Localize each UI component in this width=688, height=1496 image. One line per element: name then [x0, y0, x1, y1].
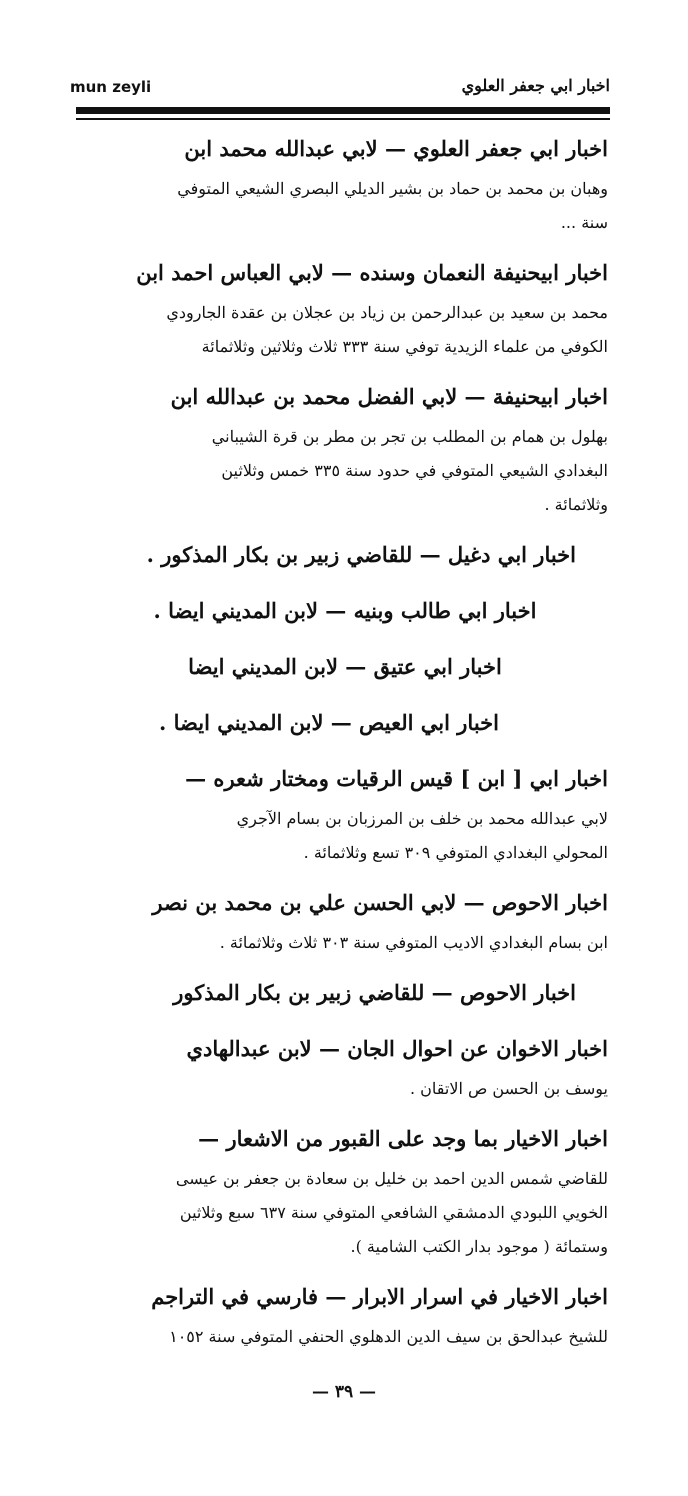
entry-title: اخبار ابي طالب وبنيه — لابن المديني ايضا .	[153, 598, 537, 623]
entry-line: بهلول بن همام بن المطلب بن تجر بن مطر بن قرة الشيباني	[211, 427, 608, 446]
entry-line: للشيخ عبدالحق بن سيف الدين الدهلوي الحنفي المتوفي سنة ١٠٥٢	[169, 1327, 608, 1346]
entry	[82, 126, 608, 240]
entry	[82, 1274, 608, 1354]
running-header-title: اخبار ابي جعفر العلوي	[461, 76, 610, 95]
entry-title: اخبار الاحوص — لابي الحسن علي بن محمد بن نصر	[152, 890, 608, 915]
entry-line: لابي عبدالله محمد بن خلف بن المرزبان بن بسام الآجري	[236, 809, 608, 828]
entry-line: الخويي اللبودي الدمشقي الشافعي المتوفي سنة ٦٣٧ سبع وثلاثين	[179, 1203, 608, 1222]
entry	[82, 1026, 608, 1106]
page-number: — ٣٩ —	[311, 1382, 377, 1402]
header-rule-thin	[76, 118, 610, 120]
entry	[82, 588, 608, 634]
running-header-left: mun zeyli	[70, 78, 152, 96]
entry-line: البغدادي الشيعي المتوفي في حدود سنة ٣٣٥ خمس وثلاثين	[221, 461, 608, 480]
entry-line: يوسف بن الحسن ص الاتقان .	[409, 1079, 608, 1098]
entry	[82, 374, 608, 522]
entry-line: وهبان بن محمد بن حماد بن بشير الديلي البصري الشيعي المتوفي	[177, 179, 608, 198]
entry	[82, 250, 608, 364]
entry-title: اخبار الاحوص — للقاضي زبير بن بكار المذكور	[173, 980, 576, 1005]
entry	[82, 1116, 608, 1264]
entry-line: الكوفي من علماء الزيدية توفي سنة ٣٣٣ ثلاث وثلاثين وثلاثمائة	[201, 337, 608, 356]
entry-title: اخبار ابي العيص — لابن المديني ايضا .	[159, 710, 499, 735]
entry-line: وثلاثمائة .	[544, 495, 608, 514]
entry	[82, 970, 608, 1016]
entry-title: اخبار الاخيار في اسرار الابرار — فارسي في التراجم	[151, 1284, 608, 1309]
entry-title: اخبار ابيحنيفة — لابي الفضل محمد بن عبدالله ابن	[170, 384, 608, 409]
entry	[82, 532, 608, 578]
entry	[82, 644, 608, 690]
entry-title: اخبار ابي [ ابن ] قيس الرقيات ومختار شعره —	[185, 766, 608, 791]
entry-line: وستمائة ( موجود بدار الكتب الشامية ).	[350, 1237, 608, 1256]
entry-line: المحولي البغدادي المتوفي ٣٠٩ تسع وثلاثمائة .	[303, 843, 608, 862]
header-rule-thick	[76, 107, 610, 114]
entry-title: اخبار الاخيار بما وجد على القبور من الاشعار —	[198, 1126, 608, 1151]
entry-title: اخبار الاخوان عن احوال الجان — لابن عبدالهادي	[186, 1036, 608, 1061]
entry-title: اخبار ابي دغيل — للقاضي زبير بن بكار المذكور .	[146, 542, 576, 567]
entry-title: اخبار ابيحنيفة النعمان وسنده — لابي العباس احمد ابن	[136, 260, 608, 285]
entry	[82, 700, 608, 746]
entry-title: اخبار ابي جعفر العلوي — لابي عبدالله محمد ابن	[184, 136, 608, 161]
entry	[82, 880, 608, 960]
entry-line: ابن بسام البغدادي الاديب المتوفي سنة ٣٠٣ ثلاث وثلاثمائة .	[219, 933, 608, 952]
entry-line: سنة ...	[560, 213, 608, 232]
entry	[82, 756, 608, 870]
entry-line: محمد بن سعيد بن عبدالرحمن بن زياد بن عجلان بن عقدة الجارودي	[166, 303, 608, 322]
entry-line: للقاضي شمس الدين احمد بن خليل بن سعادة بن جعفر بن عيسى	[175, 1169, 608, 1188]
entry-title: اخبار ابي عتيق — لابن المديني ايضا	[188, 654, 502, 679]
entries-list	[82, 126, 608, 1354]
